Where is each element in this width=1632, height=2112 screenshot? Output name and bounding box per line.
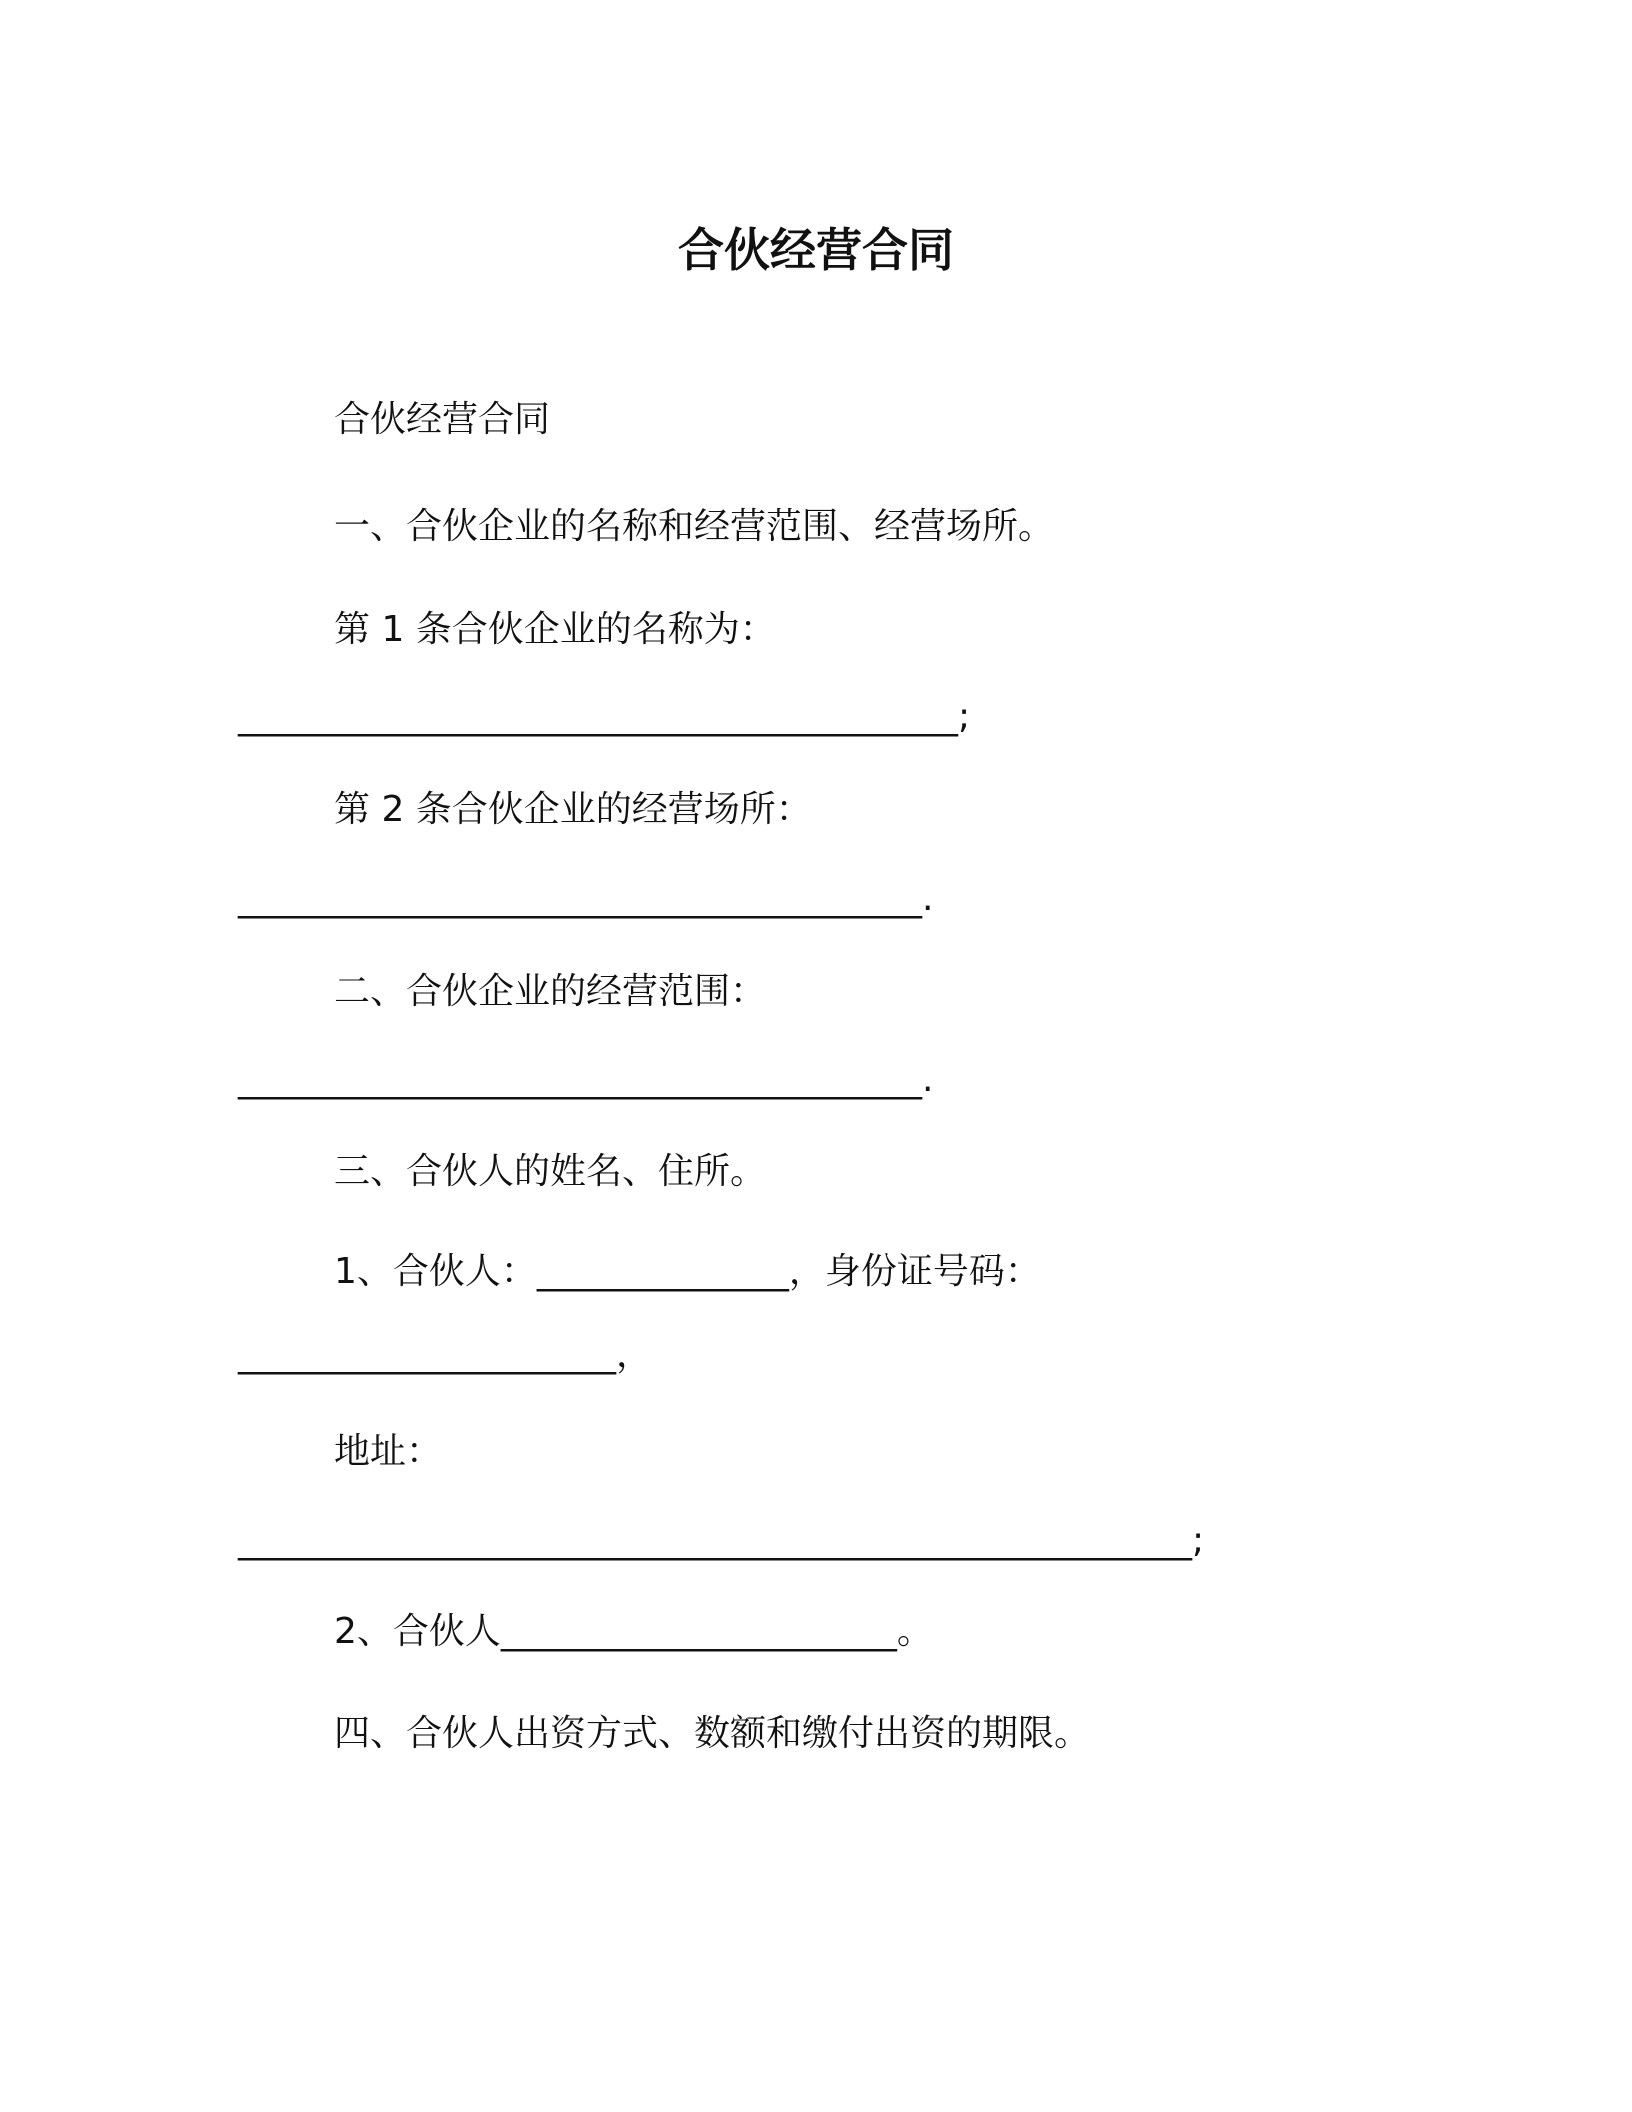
subtitle-line: 合伙经营合同 — [334, 399, 551, 440]
partner-1-line: 1、合伙人：______________，身份证号码： — [334, 1251, 1041, 1292]
clause-2-blank: ______________________________________. — [238, 878, 934, 919]
document-title: 合伙经营合同 — [678, 223, 954, 277]
address-label: 地址： — [334, 1431, 443, 1472]
section-2-blank: ______________________________________. — [238, 1059, 934, 1100]
section-4-heading: 四、合伙人出资方式、数额和缴付出资的期限。 — [334, 1713, 1091, 1754]
clause-2-label: 第 2 条合伙企业的经营场所： — [334, 789, 812, 830]
address-blank: _____________________________________________________; — [238, 1520, 1205, 1561]
section-1-heading: 一、合伙企业的名称和经营范围、经营场所。 — [334, 506, 1055, 547]
clause-1-blank: ________________________________________; — [238, 696, 971, 737]
partner-2-line: 2、合伙人______________________。 — [334, 1611, 933, 1652]
clause-1-label: 第 1 条合伙企业的名称为： — [334, 609, 776, 650]
partner-1-id-blank: _____________________， — [238, 1334, 652, 1375]
section-2-heading: 二、合伙企业的经营范围： — [334, 971, 767, 1012]
section-3-heading: 三、合伙人的姓名、住所。 — [334, 1151, 767, 1192]
